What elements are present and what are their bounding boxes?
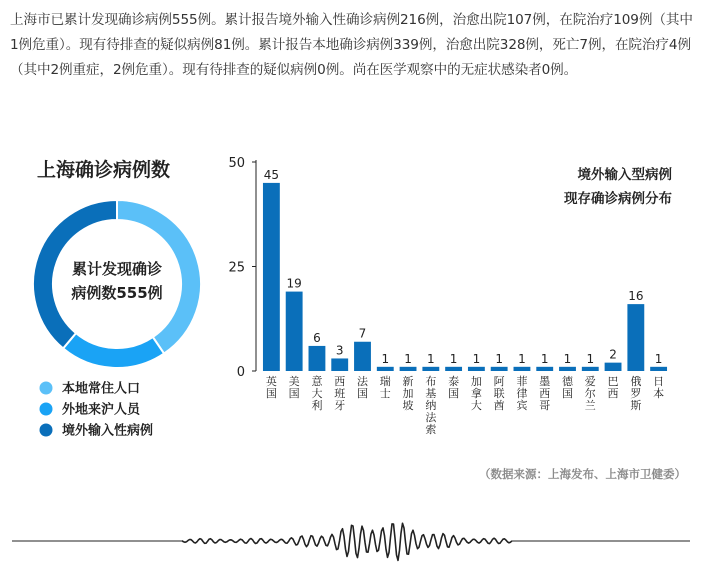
bar-10: [491, 367, 508, 371]
intro-text: 上海市已累计发现确诊病例555例。累计报告境外输入性确诊病例216例，治愈出院107例，在院治疗109例（其中1例危重）。现有待排查的疑似病例81例。累计报告本地确诊病例339例，治愈出院328例，死亡7例，在院治疗4例（其中2例重症，2例危重）。现有待排查的疑似病例0例。尚在医学观察中的无症状感染者0例。: [10, 12, 693, 78]
bar-9: [468, 367, 485, 371]
category-label: 日本: [653, 375, 665, 400]
source-note: （数据来源：上海发布、上海市卫健委）: [479, 467, 686, 481]
bar-title-line-2: 现存确诊病例分布: [564, 191, 672, 207]
bar-value-label: 1: [381, 351, 390, 366]
category-label: 法国: [357, 375, 368, 400]
bar-value-label: 1: [518, 351, 526, 366]
donut-center-line-2: 病例数555例: [71, 284, 163, 302]
category-label: 意大利: [311, 375, 323, 412]
bar-14: [582, 367, 599, 371]
waveform-squiggle: [182, 523, 512, 560]
legend-swatch-2: [40, 424, 53, 437]
waveform-divider: [12, 523, 690, 560]
bar-value-label: 19: [286, 276, 302, 291]
bar-value-label: 45: [263, 167, 280, 182]
donut-slice-1: [63, 333, 164, 368]
category-label: 俄罗斯: [630, 375, 642, 412]
bar-7: [422, 367, 439, 371]
bar-1: [286, 292, 303, 371]
legend-swatch-0: [40, 382, 53, 395]
bar-value-label: 1: [472, 351, 481, 366]
bar-5: [377, 367, 394, 371]
bar-value-label: 1: [563, 351, 572, 366]
y-tick-label: 0: [236, 365, 245, 380]
category-label: 菲律宾: [516, 375, 528, 412]
category-label: 爱尔兰: [584, 375, 596, 412]
legend-label-2: 境外输入性病例: [62, 423, 154, 439]
category-label: 英国: [265, 375, 277, 400]
category-label: 西班牙: [334, 375, 346, 412]
bar-value-label: 1: [586, 351, 595, 366]
bar-11: [514, 367, 531, 371]
bar-value-label: 16: [628, 289, 644, 304]
bar-4: [354, 342, 371, 371]
category-label: 德国: [562, 375, 573, 400]
y-tick-label: 50: [228, 156, 245, 171]
bar-value-label: 1: [540, 351, 549, 366]
bar-3: [331, 358, 348, 371]
bar-8: [445, 367, 462, 371]
bar-value-label: 3: [335, 343, 344, 358]
bar-value-label: 6: [313, 330, 321, 345]
category-label: 阿联酋: [493, 375, 505, 412]
donut-center-line-1: 累计发现确诊: [71, 260, 163, 278]
category-label: 巴西: [607, 375, 619, 400]
bar-2: [309, 346, 326, 371]
category-label: 美国: [288, 375, 300, 400]
bar-value-label: 1: [654, 351, 663, 366]
bar-value-label: 1: [427, 351, 435, 366]
bar-15: [605, 363, 622, 371]
category-label: 新加坡: [402, 375, 414, 412]
bar-value-label: 1: [495, 351, 503, 366]
bar-value-label: 7: [358, 326, 367, 341]
category-label: 泰国: [448, 375, 460, 400]
bar-17: [650, 367, 667, 371]
category-label: 加拿大: [470, 375, 482, 412]
legend-swatch-1: [40, 403, 53, 416]
bar-16: [627, 304, 644, 371]
category-label: 墨西哥: [539, 375, 551, 412]
bar-title-line-1: 境外输入型病例: [577, 167, 672, 183]
bar-value-label: 1: [404, 351, 412, 366]
category-label: 布基纳法索: [425, 375, 437, 436]
donut-title: 上海确诊病例数: [37, 159, 171, 181]
y-tick-label: 25: [228, 260, 245, 276]
bar-12: [536, 367, 553, 371]
bar-13: [559, 367, 576, 371]
donut-legend: [40, 381, 154, 439]
bar-value-label: 2: [609, 347, 617, 362]
legend-label-1: 外地来沪人员: [62, 402, 141, 418]
legend-label-0: 本地常住人口: [62, 381, 141, 397]
category-label: 瑞士: [379, 375, 391, 400]
bar-value-label: 1: [449, 351, 458, 366]
bar-6: [400, 367, 417, 371]
bar-0: [263, 183, 280, 371]
